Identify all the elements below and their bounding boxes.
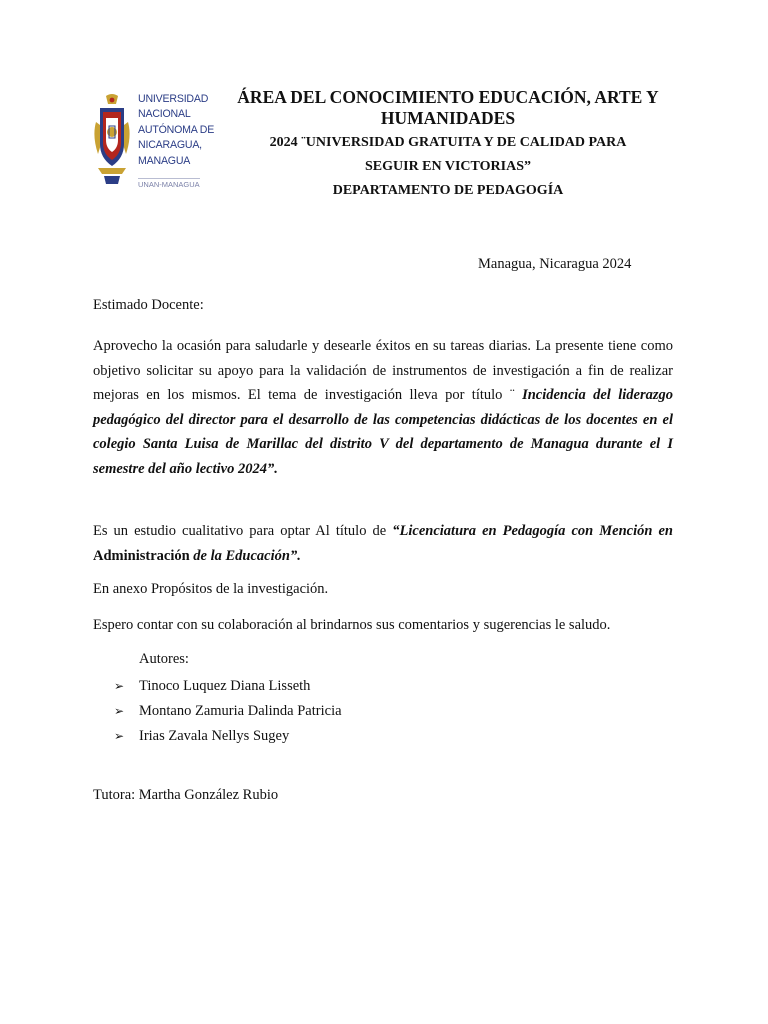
list-item [114, 675, 342, 700]
authors-list [114, 675, 342, 750]
area-title-line: ÁREA DEL CONOCIMIENTO EDUCACIÓN, ARTE Y [237, 87, 659, 107]
list-item [114, 725, 342, 750]
author-name: Irias Zavala Nellys Sugey [139, 728, 290, 744]
university-logo [92, 90, 215, 192]
knowledge-area-title [222, 87, 674, 129]
tutor-line: Tutora: Martha González Rubio [93, 787, 279, 803]
intro-paragraph [93, 334, 673, 482]
list-item [114, 700, 342, 725]
logo-line: NACIONAL [138, 108, 191, 121]
author-name: Tinoco Luquez Diana Lisseth [139, 678, 311, 694]
letter-date: Managua, Nicaragua 2024 [478, 256, 632, 272]
annex-note: En anexo Propósitos de la investigación. [93, 581, 329, 597]
logo-line: NICARAGUA, [138, 139, 202, 152]
logo-line: MANAGUA [138, 154, 191, 167]
logo-line: AUTÓNOMA DE [138, 123, 215, 136]
university-seal-icon [92, 92, 132, 188]
authors-label: Autores: [139, 651, 189, 667]
degree-title-b: Administración [93, 547, 190, 564]
intro-text: Aprovecho la ocasión para saludarle y desearle éxitos en su tareas diarias. La presente tiene como objetivo solicitar su apoyo para la validación de instrumentos de investigación a fin de realizar mejoras en los mismos. El tema de investigación lleva por título ¨ [93, 338, 673, 404]
greeting: Estimado Docente: [93, 297, 204, 313]
area-title-line: HUMANIDADES [380, 108, 516, 128]
logo-line: UNIVERSIDAD [138, 93, 209, 105]
arrowhead-bullet-icon: ➢ [114, 679, 125, 693]
degree-text: Es un estudio cualitativo para optar Al título de [93, 523, 393, 539]
author-name: Montano Zamuria Dalinda Patricia [139, 703, 342, 719]
degree-paragraph [93, 519, 673, 568]
degree-title-c: de la Educación”. [189, 547, 301, 564]
closing-line: Espero contar con su colaboración al brindarnos sus comentarios y sugerencias le saludo. [93, 617, 611, 633]
department-title: DEPARTAMENTO DE PEDAGOGÍA [332, 183, 564, 198]
university-motto [222, 131, 674, 179]
motto-line: SEGUIR EN VICTORIAS” [365, 159, 531, 174]
logo-wordmark [138, 92, 215, 169]
research-title: Incidencia del liderazgo pedagógico del director para el desarrollo de las competencias didácticas de los docentes en el colegio Santa Luisa de Marillac del distrito V del departamento de Managua durante el I semestre del año lectivo 2024”. [93, 387, 673, 477]
arrowhead-bullet-icon: ➢ [114, 729, 125, 743]
degree-title-a: “Licenciatura en Pedagogía con Mención en [392, 523, 673, 539]
motto-line: 2024 ¨UNIVERSIDAD GRATUITA Y DE CALIDAD PARA [269, 135, 627, 150]
arrowhead-bullet-icon: ➢ [114, 704, 125, 718]
logo-subtitle: UNAN-MANAGUA [138, 180, 200, 189]
